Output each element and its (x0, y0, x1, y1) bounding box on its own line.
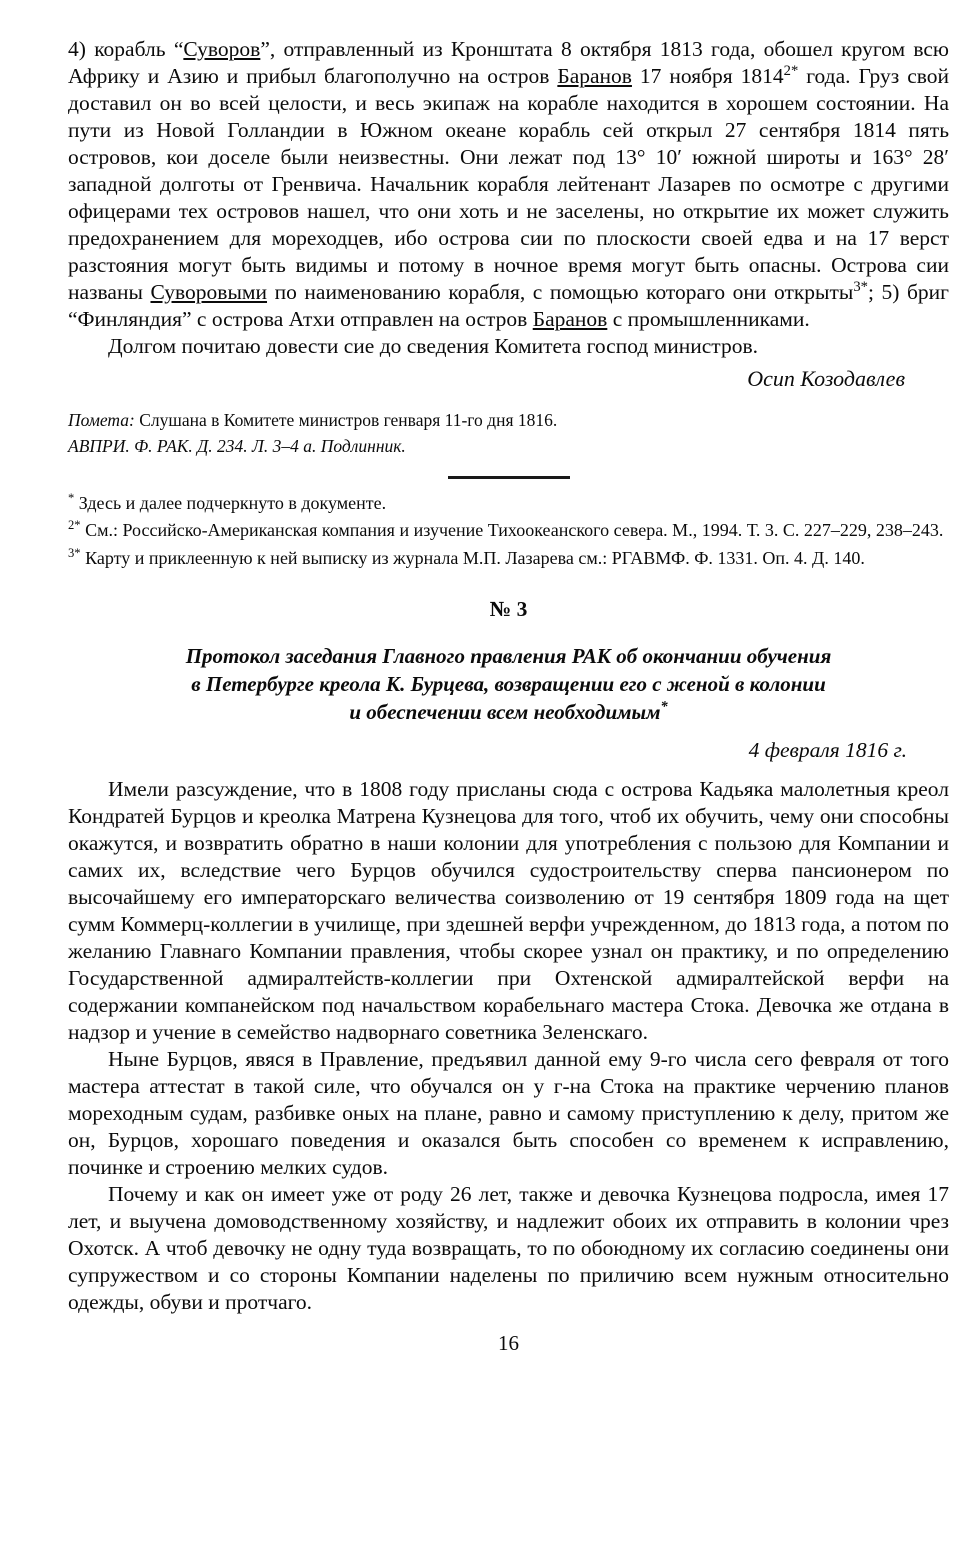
paragraph-burtsev-training: Имели разсуждение, что в 1808 году присланы сюда с острова Кадьяка малолетныя креол Кондратей Бурцов и креолка Матрена Кузнецова для того, чтоб их обучить, чему они способны окажутся, и возвратить обратно в наши колонии для употребления с пользою для Компании и самих их, вследствие чего Бурцов обучился судостроительству сперва пансионером по высочайшему его императорскаго величества соизволению от 19 сентября 1809 года на щет сумм Коммерц-коллегии в училище, при здешней верфи учрежденном, до 1813 года, а потом по желанию Главнаго Компании правления, чтобы скорее узнал он практику, и по определению Государственной адмиралтейств-коллегии при Охтенской адмиралтейской верфи на содержании компанейском под начальством корабельнаго мастера Стока. Девочка же отдана в надзор и учение в семейство надворнаго советника Зеленскаго. (68, 777, 949, 1045)
paragraph-ship-suvorov: 4) корабль “Суворов”, отправленный из Кронштата 8 октября 1813 года, обошел кругом всю Африку и Азию и прибыл благополучно на остров Баранов 17 ноября $1814^{2*}$ года. Груз свой доставил он во всей целости, и весь экипаж на корабле находится в хорошем состоянии. На пути из Новой Голландии в Южном океане корабль сей открыл 27 сентября 1814 пять островов, кои доселе были неизвестны. Они лежат под 13° 10′ южной широты и 163° 28′ западной долготы от Гренвича. Начальник корабля лейтенант Лазарев по осмотре с другими офицерами тех островов нашел, что они хоть и не заселены, но открытие их может служить предохранением для мореходцев, ибо острова сии по плоскости своей едва и на 17 верст разстояния могут быть видимы и потому в ночное время могут быть опасны. Острова сии названы Суворовыми по наименованию корабля, с помощью котораго они открыты$^{3*}$; 5) бриг “Финляндия” с острова Атхи отправлен на остров Баранов с промышленниками. (68, 37, 950, 331)
page-number: 16 (498, 1331, 519, 1356)
footnote-1-text: Здесь и далее подчеркнуто в документе. (78, 492, 387, 513)
document-number-heading: № 3 (489, 597, 528, 622)
title-line-2: в Петербурге креола К. Бурцева, возвращении его с женой в колонии (191, 672, 826, 697)
note-text: Слушана в Комитете министров генваря 11-го дня 1816. (139, 410, 558, 430)
paragraph-attestation: Ныне Бурцов, явяся в Правление, предъявил данной ему 9-го числа сего февраля от того мастера аттестат в такой силе, что обучался он у г-на Стока на практике черчению планов мореходным судам, разбивке оных на плане, равно и самому приступлению к делу, притом же он, Бурцов, хорошаго поведения и оказался быть способен со временем к исправлению, починке и строению мелких судов. (68, 1047, 949, 1180)
note-label: Помета: (68, 410, 135, 430)
archival-note (68, 407, 949, 459)
document-title (68, 642, 949, 726)
footnote-3-marker: 3* (68, 545, 81, 560)
note-line (68, 407, 949, 433)
paragraph-marriage: Почему и как он имеет уже от роду 26 лет, также и девочка Кузнецова подросла, имея 17 лет, и выучена домоводственному хозяйству, и надлежит обоих их отправить в колонии чрез Охотск. А чтоб девочку не одну туда возвращать, то по обоюдному их согласию соединены они супружеством и со стороны Компании наделены по приличию всем нужным относительно одежды, обуви и протчаго. (68, 1182, 949, 1315)
footnote-3-text: Карту и приклеенную к ней выписку из журнала М.П. Лазарева см.: РГАВМФ. Ф. 1331. Оп. 4. Д. 140. (85, 547, 865, 568)
closing-line: Долгом почитаю довести сие до сведения Комитета господ министров. (108, 334, 758, 358)
footnote-3 (68, 545, 949, 573)
document-3 (68, 596, 949, 1316)
footnote-1 (68, 490, 949, 518)
title-line-3: и обеспечении всем необходимым* (349, 699, 668, 725)
signature: Осип Козодавлев (747, 366, 905, 391)
footnote-1-marker: * (68, 490, 75, 505)
title-line-1: Протокол заседания Главного правления РАК об окончании обучения (185, 644, 832, 669)
document-date: 4 февраля 1816 г. (748, 738, 907, 763)
footnote-2-marker: 2* (68, 518, 81, 533)
footnote-separator (448, 476, 570, 479)
document-2-end (68, 36, 949, 459)
footnote-2-text: См.: Российско-Американская компания и изучение Тихоокеанского севера. М., 1994. Т. 3. С. 227–229, 238–243. (85, 520, 944, 541)
footnote-2 (68, 517, 949, 545)
archive-reference: АВПРИ. Ф. РАК. Д. 234. Л. 3–4 а. Подлинник. (68, 436, 406, 456)
footnotes (68, 490, 949, 573)
